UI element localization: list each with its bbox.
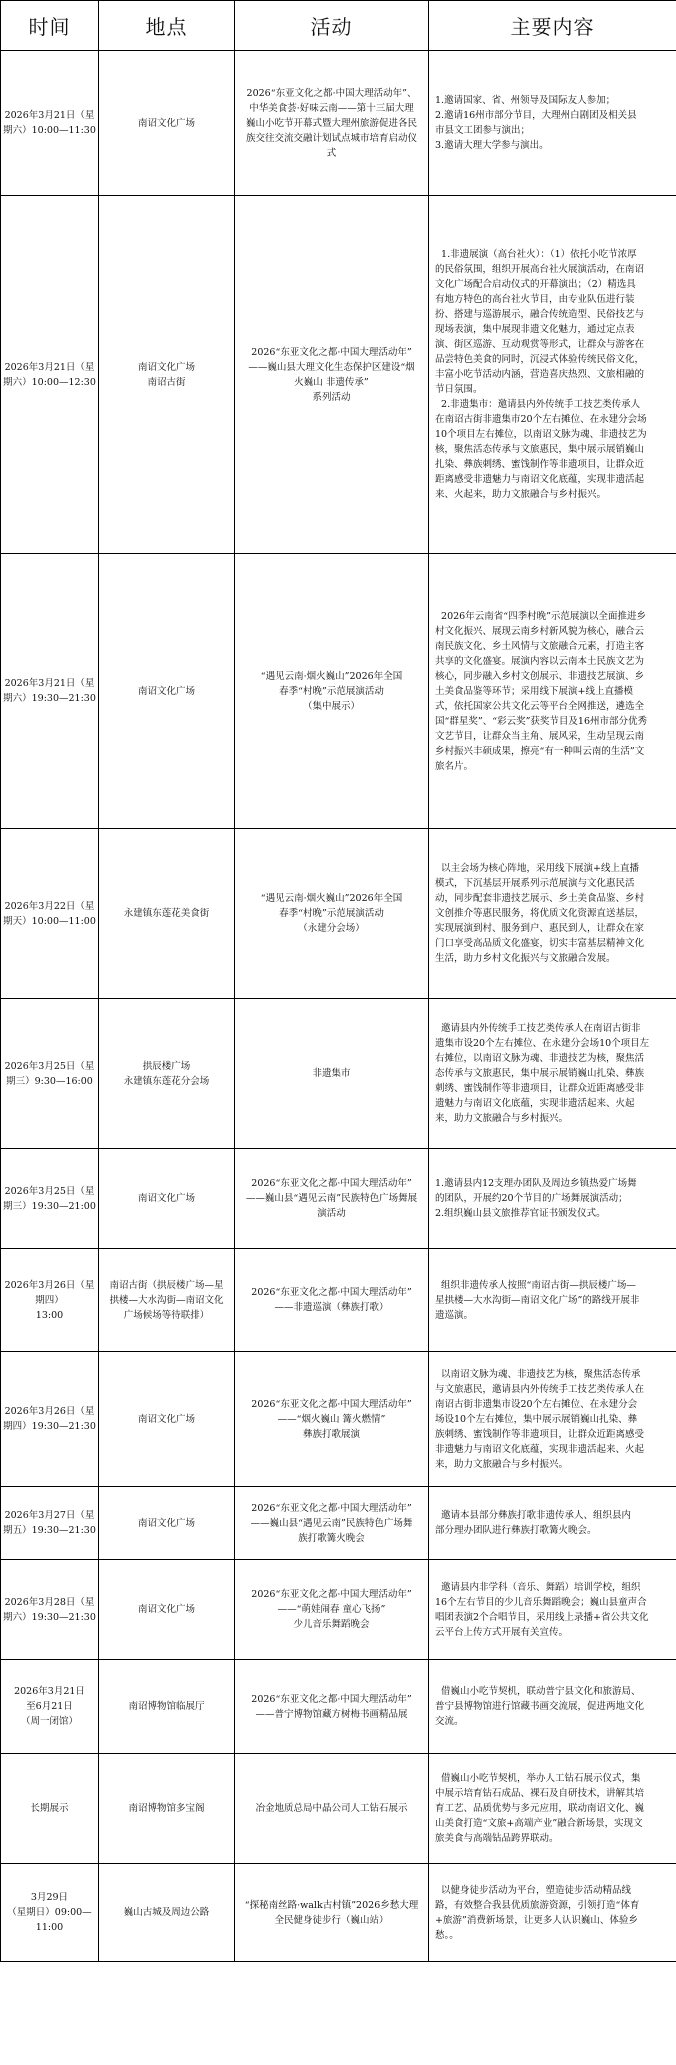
cell-content-line: +旅游”消费新场景，让更多人认识巍山、体验乡 (435, 1914, 638, 1926)
table-row (1, 1149, 676, 1249)
cell-content-line: 邀请县内非学科（音乐、舞蹈）培训学校，组织 (435, 1581, 641, 1593)
header-time: 时间 (1, 1, 99, 51)
cell-content-line: 旅美食与高端钻品跨界联动。 (435, 1833, 559, 1844)
cell-location-line: 南诏文化广场 (137, 1413, 195, 1425)
cell-content-line: 以主会场为核心阵地，采用线下展演+线上直播 (435, 863, 640, 874)
cell-content-line: 借巍山小吃节契机，联动普宁县文化和旅游局、 (435, 1686, 641, 1697)
cell-location (99, 999, 235, 1149)
cell-time-line: 期天）10:00—11:00 (3, 915, 96, 927)
cell-activity-line: 火巍山 非遗传承” (294, 376, 369, 388)
cell-time (1, 1249, 99, 1352)
cell-time-line: 2026年3月25日（星 (4, 1185, 95, 1197)
cell-activity-line: “探秘南丝路·walk古村镇”2026乡愁大理 (244, 1899, 419, 1911)
cell-activity (235, 1352, 429, 1487)
cell-content (429, 1352, 676, 1487)
cell-location-line: 南诏文化广场 (137, 117, 195, 129)
cell-activity-line: 巍山小吃节开幕式暨大理州旅游促进各民 (245, 117, 417, 129)
cell-content-line: 村文化振兴、展现云南乡村新风貌为核心，融合云 (435, 625, 645, 637)
cell-time (1, 1660, 99, 1754)
cell-activity-line: ——巍山县大理文化生态保护区建设“烟 (248, 361, 415, 373)
cell-location-line: 永建镇东莲花美食街 (123, 908, 210, 919)
cell-content-line: 组织非遗传承人按照“南诏古街—拱辰楼广场— (435, 1279, 636, 1291)
cell-activity-line: 2026“东亚文化之都·中国大理活动年” (251, 1502, 412, 1514)
cell-content-line: 邀请本县部分彝族打歌非遗传承人、组织县内 (435, 1510, 632, 1521)
cell-activity (235, 1560, 429, 1660)
cell-time (1, 1560, 99, 1660)
cell-activity-line: 春季“村晚”示范展演活动 (279, 908, 384, 919)
cell-location-line: 永建镇东莲花分会场 (123, 1075, 210, 1087)
cell-content (429, 1864, 676, 1962)
cell-activity (235, 1249, 429, 1352)
cell-activity-line: （集中展示） (302, 700, 360, 712)
cell-location (99, 1660, 235, 1754)
cell-content-line: 南诏古街非遗集市设20个左右摊位、在永建分会 (435, 1398, 638, 1410)
cell-content-line: 来、火起来，助力文旅融合与乡村振兴。 (435, 489, 607, 500)
cell-time (1, 1352, 99, 1487)
table-row (1, 1352, 676, 1487)
cell-location-line: 南诏文化广场 (137, 1193, 195, 1204)
cell-time-line: 3月29日 (30, 1892, 69, 1903)
cell-location-line: 南诏古街 (147, 376, 186, 388)
cell-content-line: 文创推介等惠民服务，将优质文化资源直送基层， (435, 908, 645, 919)
cell-content-line: 来，助力文旅融合与乡村振兴。 (435, 1458, 569, 1470)
cell-content-line: 普宁县博物馆进行馆藏书画交流展，促进两地文化 (435, 1701, 645, 1712)
cell-activity-line: 式 (326, 147, 337, 159)
cell-content-line: 演、街区巡游、互动观赏等形式，让群众与游客在 (435, 339, 645, 350)
cell-location-line: 拱辰楼广场 (142, 1060, 191, 1072)
table-row (1, 999, 676, 1149)
cell-content-line: 云平台上传方式开展有关宣传。 (435, 1626, 569, 1638)
cell-location-line: 南诏博物馆临展厅 (128, 1701, 205, 1712)
cell-activity-line: 非遗集市 (312, 1068, 351, 1079)
cell-content-line: 育工艺、品质优势与多元应用，联动南诏文化、巍 (435, 1803, 645, 1814)
cell-time (1, 1754, 99, 1864)
cell-content-line: 旅名片。 (435, 760, 474, 772)
cell-activity-line: （永建分会场） (298, 923, 365, 934)
table-row (1, 1560, 676, 1660)
cell-time-line: 2026年3月26日（星 (4, 1279, 95, 1291)
cell-content-line: 距离感受非遗魅力与南诏文化底蕴，实现非遗活起 (435, 474, 645, 485)
cell-location-line: 南诏文化广场 (137, 685, 195, 697)
cell-content-line: 态传承与文旅惠民，集中展示展销巍山扎染、彝族 (435, 1068, 645, 1079)
cell-location (99, 1249, 235, 1352)
cell-content-line: 族刺绣、蜜饯制作等非遗项目，让群众近距离感受 (435, 1428, 645, 1440)
cell-content-line: 刺绣、蜜饯制作等非遗项目，让群众近距离感受非 (435, 1083, 645, 1094)
cell-location-line: 南诏博物馆多宝阁 (128, 1803, 205, 1814)
cell-content-line: 借巍山小吃节契机，举办人工钻石展示仪式，集 (435, 1773, 641, 1784)
table-row (1, 1864, 676, 1962)
cell-time-line: 期六）10:00—12:30 (3, 376, 96, 388)
cell-location (99, 829, 235, 999)
cell-activity-line: 族打歌篝火晚会 (298, 1532, 365, 1544)
cell-content-line: 以健身徒步活动为平台，塑造徒步活动精品线 (435, 1884, 632, 1896)
table-row (1, 1754, 676, 1864)
cell-time-line: 至6月21日 (26, 1701, 73, 1712)
cell-location-line: 南诏文化广场 (137, 361, 195, 373)
cell-content-line: 唱团表演2个合唱节目，采用线上录播+省公共文化 (435, 1611, 649, 1623)
cell-activity-line: 2026“东亚文化之都·中国大理活动年” (251, 1398, 412, 1410)
table-row (1, 554, 676, 829)
cell-activity-line: 2026“东亚文化之都·中国大理活动年” (251, 1589, 412, 1600)
cell-content-line: 1.邀请国家、省、州领导及国际友人参加； (435, 95, 616, 106)
cell-content-line: 以南诏文脉为魂、非遗技艺为核，聚焦活态传承 (435, 1368, 641, 1380)
cell-activity (235, 999, 429, 1149)
cell-content-line: 丰富小吃节活动内涵，营造喜庆热烈、文旅相融的 (435, 369, 645, 380)
cell-content-line: 生活，助力乡村文化振兴与文旅融合发展。 (435, 953, 616, 964)
cell-content-line: 现场表演，集中展现非遗文化魅力，通过定点表 (435, 324, 635, 335)
cell-activity (235, 1754, 429, 1864)
cell-activity-line: ——巍山县“遇见云南”民族特色广场舞 (250, 1517, 413, 1529)
cell-time-line: 期三）19:30—21:00 (3, 1200, 96, 1212)
cell-time-line: 期五）19:30—21:30 (3, 1525, 96, 1536)
cell-content-line: 扮、搭建与巡游展示，融合传统造型、民俗技艺与 (435, 309, 645, 320)
cell-content-line: 共享的文化盛宴。展演内容以云南本土民族文艺为 (435, 655, 645, 667)
cell-content-line: 模式，下沉基层开展系列示范展演与文化惠民活 (435, 878, 635, 889)
cell-content (429, 196, 676, 554)
cell-content (429, 829, 676, 999)
cell-location-line: 广场候场等待联排） (123, 1309, 210, 1321)
cell-content (429, 1487, 676, 1560)
cell-activity-line: 全民健身徒步行（巍山站） (274, 1914, 389, 1926)
cell-content-line: 非遗魅力与南诏文化底蕴，实现非遗活起来、火起 (435, 1443, 645, 1455)
cell-content-line: 在南诏古街非遗集市20个左右摊位、在永建分会场 (435, 414, 647, 425)
cell-content-line: 土美食品鉴等环节；采用线下展演+线上直播模 (435, 685, 633, 697)
cell-time-line: 2026年3月28日（星 (4, 1596, 95, 1608)
cell-time-line: 13:00 (35, 1309, 64, 1321)
cell-content-line: 右摊位，以南诏文脉为魂、非遗技艺为核，聚焦活 (435, 1053, 645, 1064)
cell-activity (235, 1864, 429, 1962)
cell-activity-line: ——“萌娃闹春 童心飞扬” (277, 1604, 386, 1615)
cell-location-line: 拱楼—大水沟街—南诏文化 (109, 1294, 224, 1306)
cell-time (1, 829, 99, 999)
header-location: 地点 (99, 1, 235, 51)
cell-activity-line: ——普宁博物馆藏方树梅书画精品展 (255, 1708, 408, 1720)
cell-location (99, 51, 235, 196)
cell-time-line: 11:00 (35, 1922, 64, 1933)
cell-content-line: 部分理办团队进行彝族打歌篝火晚会。 (435, 1525, 597, 1536)
cell-content-line: 实现展演到村、服务到户、惠民到人，让群众在家 (435, 923, 645, 934)
cell-activity-line: 少儿音乐舞蹈晚会 (293, 1619, 370, 1630)
cell-content-line: 国“群星奖”、“彩云奖”获奖节目及16州市部分优秀 (435, 715, 648, 727)
cell-time (1, 1864, 99, 1962)
cell-time-line: 2026年3月21日（星 (4, 678, 95, 689)
cell-time-line: 2026年3月21日 (14, 1686, 85, 1697)
cell-content-line: 遗集市设20个左右摊位、在永建分会场10个项目左 (435, 1038, 650, 1049)
table-row (1, 1249, 676, 1352)
cell-activity (235, 1149, 429, 1249)
cell-location-line: 南诏古街（拱辰楼广场—星 (109, 1279, 224, 1291)
cell-time (1, 51, 99, 196)
cell-time (1, 1149, 99, 1249)
cell-time-line: 2026年3月21日（星 (4, 361, 95, 373)
cell-content-line: 遗魅力与南诏文化底蕴，实现非遗活起来、火起 (435, 1098, 635, 1109)
cell-activity-line: 系列活动 (312, 391, 351, 403)
cell-activity (235, 1487, 429, 1560)
header-content: 主要内容 (429, 1, 676, 51)
table-row (1, 1660, 676, 1754)
cell-content-line: 式，依托国家公共文化云等平台全网推送，遴选全 (435, 700, 645, 712)
cell-location (99, 1560, 235, 1660)
cell-time-line: 期三）9:30—16:00 (6, 1075, 93, 1087)
cell-activity-line: 彝族打歌展演 (302, 1428, 360, 1440)
header-activity: 活动 (235, 1, 429, 51)
cell-content-line: 乡村振兴丰硕成果，擦亮“有一种叫云南的生活”文 (435, 745, 645, 757)
cell-activity-line: “遇见云南·烟火巍山”2026年全国 (260, 670, 403, 682)
cell-content-line: 2026年云南省“四季村晚”示范展演以全面推进乡 (435, 610, 646, 622)
cell-location-line: 南诏文化广场 (137, 1517, 195, 1529)
cell-activity (235, 554, 429, 829)
cell-content-line: 3.邀请大理大学参与演出。 (435, 140, 549, 151)
cell-content (429, 51, 676, 196)
cell-time-line: 期六）19:30—21:30 (3, 693, 96, 704)
cell-time-line: 2026年3月27日（星 (4, 1510, 95, 1521)
cell-content-line: 遗巡演。 (435, 1309, 474, 1321)
cell-activity-line: 2026“东亚文化之都·中国大理活动年”、 (246, 87, 417, 99)
cell-content-line: 交流。 (435, 1716, 464, 1727)
cell-content-line: 动，同步配套非遗技艺展示、乡土美食品鉴、乡村 (435, 893, 645, 904)
cell-content-line: 的团队，开展约20个节目的广场舞展演活动； (435, 1193, 628, 1204)
cell-activity-line: 族交往交流交融计划试点城市培育启动仪 (245, 132, 417, 144)
cell-content-line: 1.邀请县内12支理办团队及周边乡镇热爱广场舞 (435, 1178, 637, 1189)
cell-activity-line: 春季“村晚”示范展演活动 (279, 685, 384, 697)
cell-activity-line: “遇见云南·烟火巍山”2026年全国 (260, 893, 403, 904)
cell-content-line: 中展示培育钻石成品、裸石及自研技术，讲解其培 (435, 1788, 645, 1799)
cell-activity-line: 2026“东亚文化之都·中国大理活动年” (251, 1287, 412, 1298)
cell-activity (235, 196, 429, 554)
cell-location (99, 1864, 235, 1962)
cell-content (429, 1149, 676, 1249)
cell-time-line: 长期展示 (30, 1803, 69, 1814)
cell-activity-line: ——非遗巡演（彝族打歌） (274, 1302, 389, 1313)
cell-activity-line: ——巍山县“遇见云南”民族特色广场舞展 (245, 1193, 418, 1204)
cell-content-line: 10个项目左右摊位，以南诏文脉为魂、非遗技艺为 (435, 429, 647, 440)
cell-content (429, 1660, 676, 1754)
cell-content-line: 文化广场配合启动仪式的开幕演出；（2）精选具 (435, 279, 636, 290)
cell-activity (235, 829, 429, 999)
cell-time-line: 2026年3月21日（星 (4, 110, 95, 121)
cell-time-line: 期四）19:30—21:30 (3, 1421, 96, 1432)
cell-activity (235, 51, 429, 196)
cell-content-line: 场设10个左右摊位，集中展示展销巍山扎染、彝 (435, 1413, 638, 1425)
cell-content-line: 2.非遗集市：邀请县内外传统手工技艺类传承人 (435, 399, 641, 410)
cell-content-line: 16个左右节目的少儿音乐舞蹈晚会；巍山县童声合 (435, 1596, 647, 1608)
header-row (1, 1, 676, 51)
cell-content-line: 愁。。 (435, 1929, 459, 1941)
cell-content-line: 文艺节目，让群众当主角、展风采，生动呈现云南 (435, 730, 645, 742)
cell-content-line: 星拱楼—大水沟街—南诏文化广场”的路线开展非 (435, 1294, 640, 1306)
cell-content-line: 的民俗氛围，组织开展高台社火展演活动，在南诏 (435, 264, 645, 275)
cell-activity-line: 2026“东亚文化之都·中国大理活动年” (251, 346, 412, 358)
cell-activity-line: 中华美食荟·好味云南——第十三届大理 (249, 102, 414, 114)
cell-content-line: 山美食打造“文旅+高端产业”融合新场景，实现文 (435, 1818, 643, 1829)
cell-activity-line: ——“烟火巍山 篝火燃情” (277, 1413, 386, 1425)
cell-content-line: 2.邀请16州市部分节目，大理州白剧团及相关县 (435, 110, 637, 121)
cell-content-line: 路，有效整合我县优质旅游资源，引领打造“体育 (435, 1899, 640, 1911)
cell-activity (235, 1660, 429, 1754)
cell-time-line: 2026年3月25日（星 (4, 1060, 95, 1072)
schedule-body (1, 51, 676, 1962)
cell-content (429, 1249, 676, 1352)
cell-content-line: 有地方特色的高台社火节目，由专业队伍进行装 (435, 294, 635, 305)
cell-content (429, 999, 676, 1149)
cell-location (99, 554, 235, 829)
cell-time-line: 2026年3月22日（星 (4, 900, 95, 912)
cell-time-line: （周一闭馆） (20, 1716, 78, 1727)
table-row (1, 829, 676, 999)
table-row (1, 51, 676, 196)
cell-time (1, 196, 99, 554)
cell-content-line: 核心，同步融入乡村文创展示、非遗技艺展演、乡 (435, 670, 645, 682)
cell-location (99, 196, 235, 554)
cell-time-line: （星期日）09:00— (7, 1907, 92, 1918)
cell-content-line: 节日氛围。 (435, 384, 483, 395)
cell-content-line: 南民族文化、乡土风情与文旅融合元素，打造主客 (435, 640, 645, 652)
cell-content-line: 邀请县内外传统手工技艺类传承人在南诏古街非 (435, 1023, 641, 1034)
cell-location (99, 1149, 235, 1249)
cell-activity-line: 2026“东亚文化之都·中国大理活动年” (251, 1693, 412, 1705)
cell-time-line: 期六）10:00—11:30 (3, 125, 96, 136)
cell-time-line: 期四） (35, 1294, 64, 1306)
cell-time (1, 1487, 99, 1560)
cell-content-line: 来，助力文旅融合与乡村振兴。 (435, 1113, 569, 1124)
cell-content-line: 扎染、彝族刺绣、蜜饯制作等非遗项目，让群众近 (435, 459, 645, 470)
cell-location (99, 1352, 235, 1487)
cell-content-line: 与文旅惠民，邀请县内外传统手工技艺类传承人在 (435, 1383, 645, 1395)
cell-content (429, 554, 676, 829)
cell-activity-line: 2026“东亚文化之都·中国大理活动年” (251, 1178, 412, 1189)
cell-time (1, 554, 99, 829)
cell-time-line: 2026年3月26日（星 (4, 1406, 95, 1417)
cell-content-line: 2.组织巍山县文旅推荐官证书颁发仪式。 (435, 1208, 606, 1219)
cell-location (99, 1487, 235, 1560)
cell-time (1, 999, 99, 1149)
cell-content (429, 1560, 676, 1660)
cell-activity-line: 冶金地质总局中晶公司人工钻石展示 (255, 1803, 408, 1814)
cell-content (429, 1754, 676, 1864)
cell-content-line: 门口享受高品质文化盛宴，切实丰富基层精神文化 (435, 938, 645, 949)
cell-location-line: 巍山古城及周边公路 (123, 1907, 210, 1918)
cell-content-line: 1.非遗展演（高台社火）：（1）依托小吃节浓厚 (435, 249, 637, 260)
table-row (1, 1487, 676, 1560)
table-row (1, 196, 676, 554)
cell-location-line: 南诏文化广场 (137, 1604, 195, 1615)
cell-location (99, 1754, 235, 1864)
cell-content-line: 市县文工团参与演出； (435, 125, 531, 136)
cell-activity-line: 演活动 (317, 1208, 346, 1219)
cell-time-line: 期六）19:30—21:30 (3, 1611, 96, 1623)
cell-content-line: 品尝特色美食的同时，沉浸式体验传统民俗文化， (435, 354, 645, 365)
cell-content-line: 核，聚焦活态传承与文旅惠民，集中展示展销巍山 (435, 444, 645, 455)
